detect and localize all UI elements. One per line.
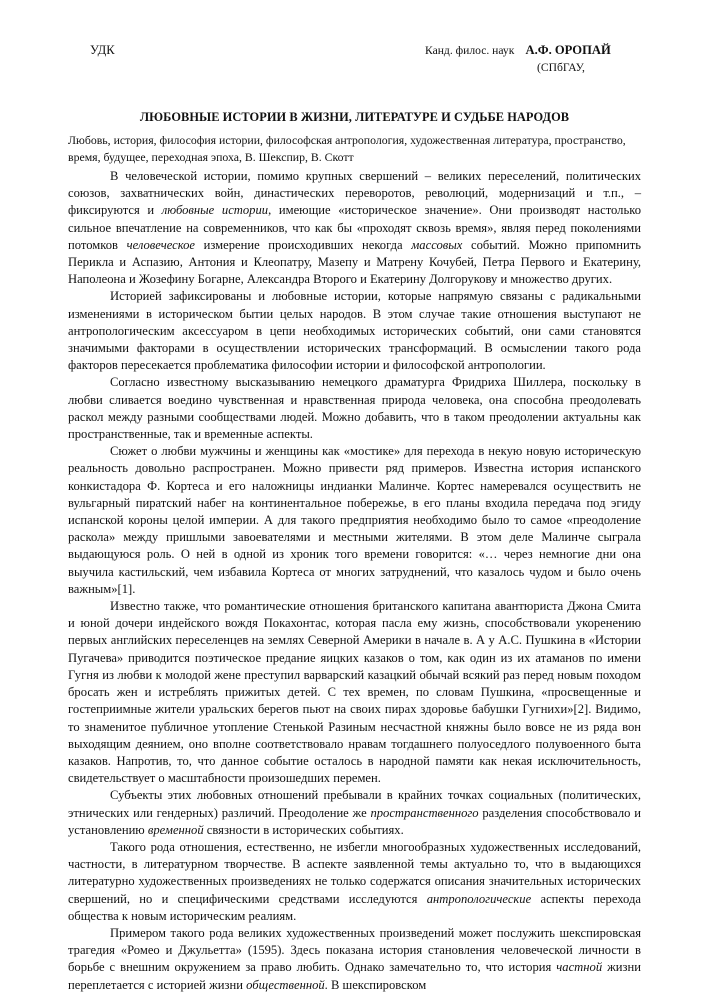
paragraph-1-text-d: событий. Можно припомнить Перикла и Аспазию, Антония и Клеопатру, Мазепу и Матрену Кочубей, Петра Первого и Екатерину, Наполеона и Жозефину Богарне, Александра Второго и Екатерину Долгорукову и множество других.: [68, 237, 641, 287]
paragraph-8-text-c: . В шекспировском: [324, 977, 427, 992]
paragraph-1-italic-b: человеческое: [126, 237, 196, 252]
paragraph-6-text-b: разделения способствовало и установлению: [68, 805, 641, 837]
paragraph-2: Историей зафиксированы и любовные истории, которые напрямую связаны с радикальными изменениями в историческом бытии целых народов. В этом случае такие отношения выступают не антропологическим аксессуаром в цепи необходимых исторических событий, они сами становятся значимыми факторами в осуществлении исторических трансформаций. В осмыслении такого рода факторов пересекается проблематика философии истории и философской антропологии.: [68, 289, 641, 373]
paragraph-1-italic-c: массовых: [411, 237, 463, 252]
paragraph-7-text-a: Такого рода отношения, естественно, не избегли многообразных художественных исследований, частности, в литературном творчестве. В аспекте заявленной темы актуально то, что в выдающихся литературно художественных произведениях не только содержатся описания значительных исторических свершений, но и специфическими средствами исследуются: [68, 839, 641, 906]
paragraph-8: [68, 925, 641, 994]
keywords: Любовь, история, философия истории, философская антропология, художественная литература, пространство, время, будущее, переходная эпоха, В. Шекспир, В. Скотт: [68, 133, 626, 164]
paragraph-1-text-a: В человеческой истории, помимо крупных свершений – великих переселений, политических союзов, захватнических войн, династических переворотов, революций, модернизаций и т.п., – фиксируются и: [68, 169, 641, 218]
paragraph-6: [68, 787, 641, 839]
author-block: [425, 42, 641, 76]
paragraph-4: Сюжет о любви мужчины и женщины как «мостике» для перехода в некую новую историческую реальность довольно распространен. Можно привести ряд примеров. Известна история испанского конкистадора Ф. Кортеса и его наложницы индианки Малинче. Кортес намеревался осуществить не вульгарный пиратский набег на континентальное побережье, в его планы входила передача под эгиду испанской короны целой империи. А для такого предприятия необходимо было то самое «преодоление раскола» между пришлыми завоевателями и местными жителями. В этом деле Малинче сыграла выдающуюся роль. О ней в одной из хроник того времени говорится: «… через немногие дни она выучила кастильский, чем избавила Кортеса от многих затруднений, что казалось чудом и было очень важным»[1].: [68, 444, 641, 596]
paragraph-7-italic-a: антропологические: [426, 891, 532, 906]
paragraph-6-text-a: Субъекты этих любовных отношений пребывали в крайних точках социальных (политических, этнических или гендерных) различий. Преодоление же: [68, 788, 641, 820]
paragraph-6-text-c: связности в исторических событиях.: [203, 822, 404, 837]
paragraph-6-italic-b: временной: [147, 822, 204, 837]
paragraph-8-italic-a: частной: [556, 960, 603, 975]
paragraph-7: [68, 839, 641, 925]
paragraph-5: Известно также, что романтические отношения британского капитана авантюриста Джона Смита и юной дочери индейского вождя Покахонтас, которая пасла ему жизнь, способствовали укоренению первых английских переселенцев на землях Северной Америки в начале в. А у А.С. Пушкина в «Истории Пугачева» приводится поэтическое предание яицких казаков о том, как один из их атаманов по имени Гугня из любви к молодой жене преступил варварский казацкий обычай всякий раз перед новым походом бросать жен и истреблять прижитых детей. С тех времен, по словам Пушкина, «просвещенные и гостеприимные жители уральских берегов пьют на своих пирах здоровье бабушки Гугнихи»[2]. Видимо, то знаменитое публичное утопление Стенькой Разиным несчастной княжны было вовсе не из ряда вон выходящим деянием, оно вполне соответствовало нравам тогдашнего полуоседлого полувоенного быта казаков. Напротив, то, что данное событие осталось в народной памяти как некая исключительность, свидетельствует о масштабности произошедших перемен.: [68, 599, 641, 786]
paragraph-1-text-b: , имеющие «историческое значение». Они производят настолько сильное впечатление на современников, что как бы «проходят сквозь время», являя перед поколениями потомков: [68, 203, 641, 252]
author-name: А.Ф. ОРОПАЙ: [525, 43, 611, 57]
paragraph-8-italic-b: общественной: [246, 977, 325, 992]
paragraph-8-text-b: жизни переплетается с историей жизни: [68, 960, 641, 992]
article-title: ЛЮБОВНЫЕ ИСТОРИИ В ЖИЗНИ, ЛИТЕРАТУРЕ И СУДЬБЕ НАРОДОВ: [139, 110, 570, 124]
paragraph-8-text-a: Примером такого рода великих художественных произведений может послужить шекспировская трагедия «Ромео и Джульетта» (1595). Здесь показана история становления человеческой личности в борьбе с внешним окружением за право любить. Однако замечательно то, что история: [68, 925, 641, 975]
article-body: [68, 168, 641, 994]
paragraph-1: [68, 168, 641, 288]
paragraph-1-italic-a: любовные истории: [161, 203, 269, 218]
author-organization: (СПбГАУ,: [537, 61, 585, 74]
paragraph-6-italic-a: пространственного: [370, 805, 479, 820]
udk-label: УДК: [90, 43, 115, 57]
paragraph-3: Согласно известному высказыванию немецкого драматурга Фридриха Шиллера, поскольку в любви сливается воедино чувственная и нравственная природа человека, она способна преодолевать раскол между разными сообществами людей. Можно добавить, что в таком преодолении актуальны как пространственные, так и временные аспекты.: [68, 375, 641, 442]
paragraph-7-text-b: аспекты перехода общества к новым историческим реалиям.: [68, 891, 641, 923]
paragraph-1-text-c: измерение происходивших некогда: [195, 237, 412, 252]
author-degree: Канд. филос. наук: [425, 44, 515, 57]
